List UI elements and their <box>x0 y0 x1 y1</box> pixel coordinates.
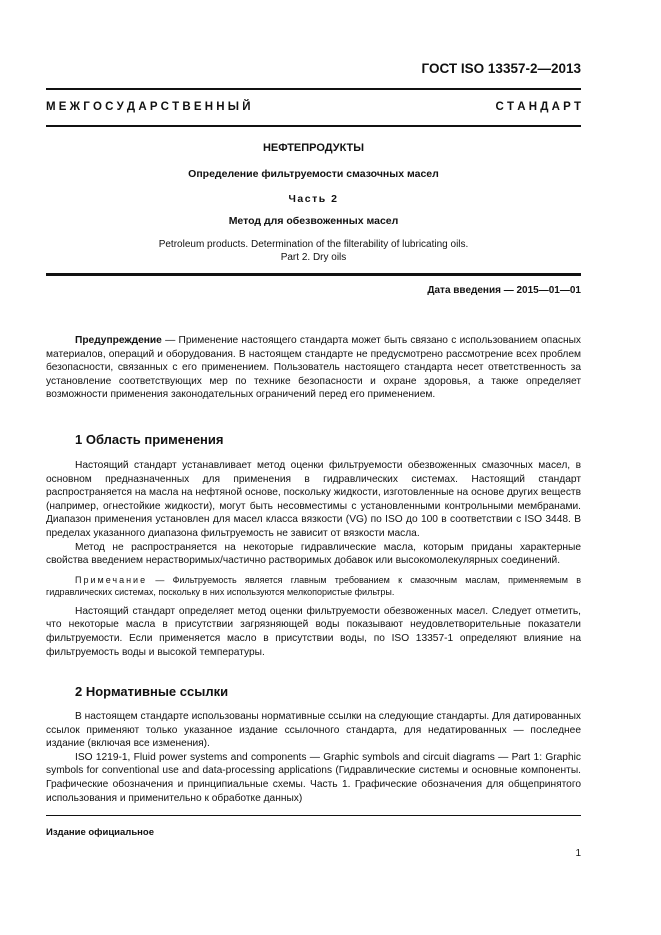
part-title: Метод для обезвоженных масел <box>228 215 399 227</box>
warning-block <box>46 334 581 402</box>
gost-code: ГОСТ ISO 13357-2—2013 <box>421 61 581 76</box>
section-2-heading: 2 Нормативные ссылки <box>75 684 229 699</box>
top-rule <box>46 88 581 90</box>
official-edition: Издание официальное <box>46 827 154 838</box>
warning-label: Предупреждение <box>75 335 162 346</box>
section-2-paragraph: В настоящем стандарте использованы нормативные ссылки на следующие стандарты. Для датированных ссылок применяют только указанное издание ссылочного стандарта, для недатированных — последнее издание (включая все изменения). <box>46 711 581 750</box>
section-1-paragraph: Метод не распространяется на некоторые гидравлические масла, которым приданы характерные свойства введением нерастворимых/частично растворимых добавок или высокомолекулярных соединений. <box>46 541 581 567</box>
section-1-paragraph: Настоящий стандарт определяет метод оценки фильтруемости обезвоженных масел. Следует отметить, что некоторые масла в присутствии загрязняющей воды показывают неудовлетворительные показатели фильтруемости. Если применяется масло в присутствии воды, по ISO 13357-1 определяют влияние на фильтруемость воды и высокой температуры. <box>46 605 581 658</box>
interstate-word: М Е Ж Г О С У Д А Р С Т В Е Н Н Ы Й <box>46 101 251 113</box>
title-rule <box>46 273 581 276</box>
heading-rule <box>46 125 581 127</box>
english-title-line: Part 2. Dry oils <box>280 252 347 263</box>
page-number: 1 <box>575 848 581 859</box>
section-1-paragraph: Настоящий стандарт устанавливает метод оценки фильтруемости обезвоженных смазочных масел, в основном предназначенных для применения в гидравлических системах. Настоящий стандарт распространяется на масла на нефтяной основе, поскольку жидкости, изготовленные на основе других веществ (например, огнестойкие жидкости), могут быть несовместимы с установленными контрольными мембранами. Диапазон применения установлен для масел класса вязкости (VG) по ISO до 100 в соответствии с ISO 3448. В пределах указанного диапазона фильтруемость не зависит от вязкости масла. <box>46 460 581 539</box>
interstate-standard-heading <box>46 101 581 113</box>
part-label: Часть 2 <box>288 193 339 205</box>
footer-rule <box>46 815 581 816</box>
date-introduction: Дата введения — 2015—01—01 <box>427 285 581 296</box>
document-title: НЕФТЕПРОДУКТЫ <box>262 142 365 154</box>
note-label: Примечание <box>75 574 148 585</box>
standard-word: С Т А Н Д А Р Т <box>495 101 581 113</box>
section-1-heading: 1 Область применения <box>75 432 224 447</box>
warning-text: — Применение настоящего стандарта может быть связано с использованием опасных материалов, операций и оборудования. В настоящем стандарте не предусмотрено рассмотрение всех проблем безопасности, связанных с его применением. Пользователь настоящего стандарта несет ответственность за установление соответствующих мер по технике безопасности и охране здоровья, а также определяет возможности применения законодательных ограничений перед его применением. <box>46 335 581 401</box>
warning-paragraph <box>46 334 581 402</box>
section-2-body <box>46 710 581 805</box>
section-1-body <box>46 459 581 659</box>
note-text: — Фильтруемость является главным требованием к смазочным маслам, применяемым в гидравлических системах, поскольку в них используются мелкопористые фильтры. <box>46 574 581 598</box>
english-title <box>46 238 581 264</box>
document-subtitle: Определение фильтруемости смазочных масел <box>188 168 439 180</box>
note-paragraph <box>46 574 581 599</box>
english-title-line: Petroleum products. Determination of the filterability of lubricating oils. <box>158 239 469 250</box>
normative-reference: ISO 1219-1, Fluid power systems and components — Graphic symbols and circuit diagrams — Part 1: Graphic symbols for conventional use and data-processing applications (Гидравлические системы и основные компоненты. Графические обозначения и принципиальные схемы. Часть 1. Графические обозначения для общепринятого использования и применительно к обработке данных) <box>46 751 581 804</box>
